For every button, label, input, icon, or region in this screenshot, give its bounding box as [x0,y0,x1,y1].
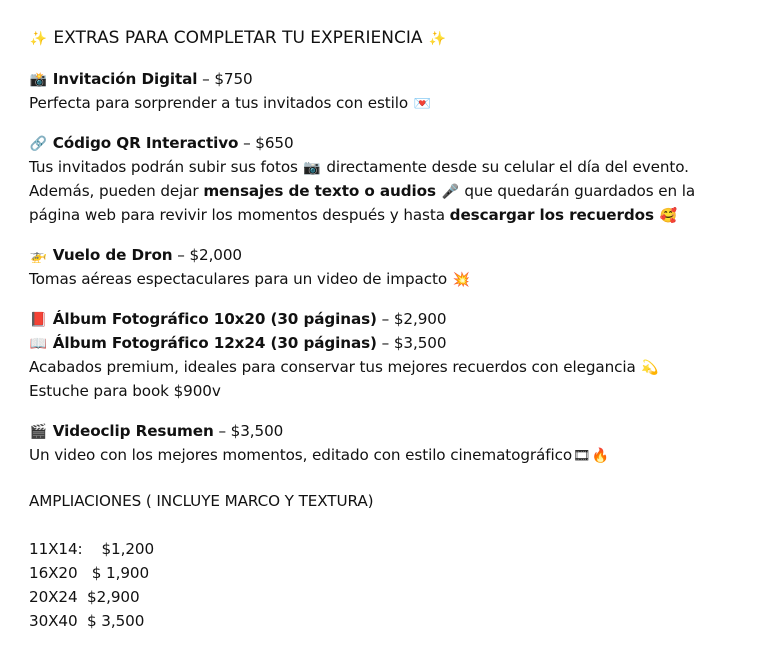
link-icon: 🔗 [29,136,48,152]
item-price: – $750 [202,70,253,88]
item-name: Invitación Digital [52,70,198,88]
item-price: – $650 [243,134,294,152]
camera-flash-icon: 📸 [29,72,48,88]
collision-icon: 💥 [452,272,470,288]
title-text: EXTRAS PARA COMPLETAR TU EXPERIENCIA [53,28,423,48]
ampliacion-text: 20X24 $2,900 [29,588,140,606]
camera-icon: 📷 [303,160,321,176]
ampliaciones-heading [29,489,373,513]
ampliacion-row [29,561,149,585]
fire-icon: 🔥 [591,448,610,464]
item-dron-description [29,267,471,292]
item-album-10x20-heading [29,307,446,332]
sparkles-icon: ✨ [29,31,48,47]
item-name: Vuelo de Dron [52,246,173,264]
item-album-12x24-heading [29,331,446,356]
open-book-icon: 📖 [29,336,48,352]
item-name: Álbum Fotográfico 10x20 (30 páginas) [52,310,377,328]
description-text: Además, pueden dejar [29,182,199,200]
description-text: que quedarán guardados en la [464,182,696,200]
helicopter-icon: 🚁 [29,248,48,264]
ampliacion-text: 11X14: $1,200 [29,540,155,558]
description-text: Estuche para book $900v [29,382,221,400]
clapper-board-icon: 🎬 [29,424,48,440]
item-album-description [29,355,659,380]
item-name: Código QR Interactivo [52,134,239,152]
closed-book-icon: 📕 [29,312,48,328]
item-videoclip-heading [29,419,283,444]
item-invitacion-heading [29,67,253,92]
section-heading-text: AMPLIACIONES ( INCLUYE MARCO Y TEXTURA) [29,492,374,510]
description-text: Acabados premium, ideales para conservar tus mejores recuerdos con elegancia [29,358,636,376]
description-text: Perfecta para sorprender a tus invitados con estilo [29,94,409,112]
item-price: – $2,900 [381,310,447,328]
smiling-hearts-icon: 🥰 [659,208,677,224]
description-bold: mensajes de texto o audios [203,182,436,200]
description-bold: descargar los recuerdos [449,206,654,224]
description-text: Un video con los mejores momentos, editado con estilo cinematográfico [29,446,573,464]
item-price: – $3,500 [381,334,447,352]
description-text: Tus invitados podrán subir sus fotos [29,158,298,176]
item-price: – $2,000 [177,246,242,264]
ampliacion-row [29,585,140,609]
description-text: Tomas aéreas espectaculares para un video de impacto [29,270,448,288]
ampliacion-text: 16X20 $ 1,900 [29,564,150,582]
item-qr-description-2 [29,179,695,204]
item-name: Videoclip Resumen [52,422,214,440]
item-qr-description-3 [29,203,678,228]
item-qr-heading [29,131,294,156]
love-letter-icon: 💌 [413,96,431,112]
film-frames-icon: 🎞 [572,448,591,464]
sparkles-icon: ✨ [428,31,447,47]
item-price: – $3,500 [218,422,284,440]
document-title [29,26,447,51]
item-invitacion-description [29,91,432,116]
item-album-case [29,379,221,403]
microphone-icon: 🎤 [441,184,459,200]
dizzy-icon: 💫 [641,360,659,376]
item-name: Álbum Fotográfico 12x24 (30 páginas) [52,334,377,352]
item-qr-description-1 [29,155,689,180]
ampliacion-text: 30X40 $ 3,500 [29,612,145,630]
ampliacion-row [29,609,144,633]
item-videoclip-description [29,443,610,468]
ampliacion-row [29,537,154,561]
description-text: página web para revivir los momentos después y hasta [29,206,445,224]
description-text: directamente desde su celular el día del evento. [326,158,689,176]
item-dron-heading [29,243,242,268]
